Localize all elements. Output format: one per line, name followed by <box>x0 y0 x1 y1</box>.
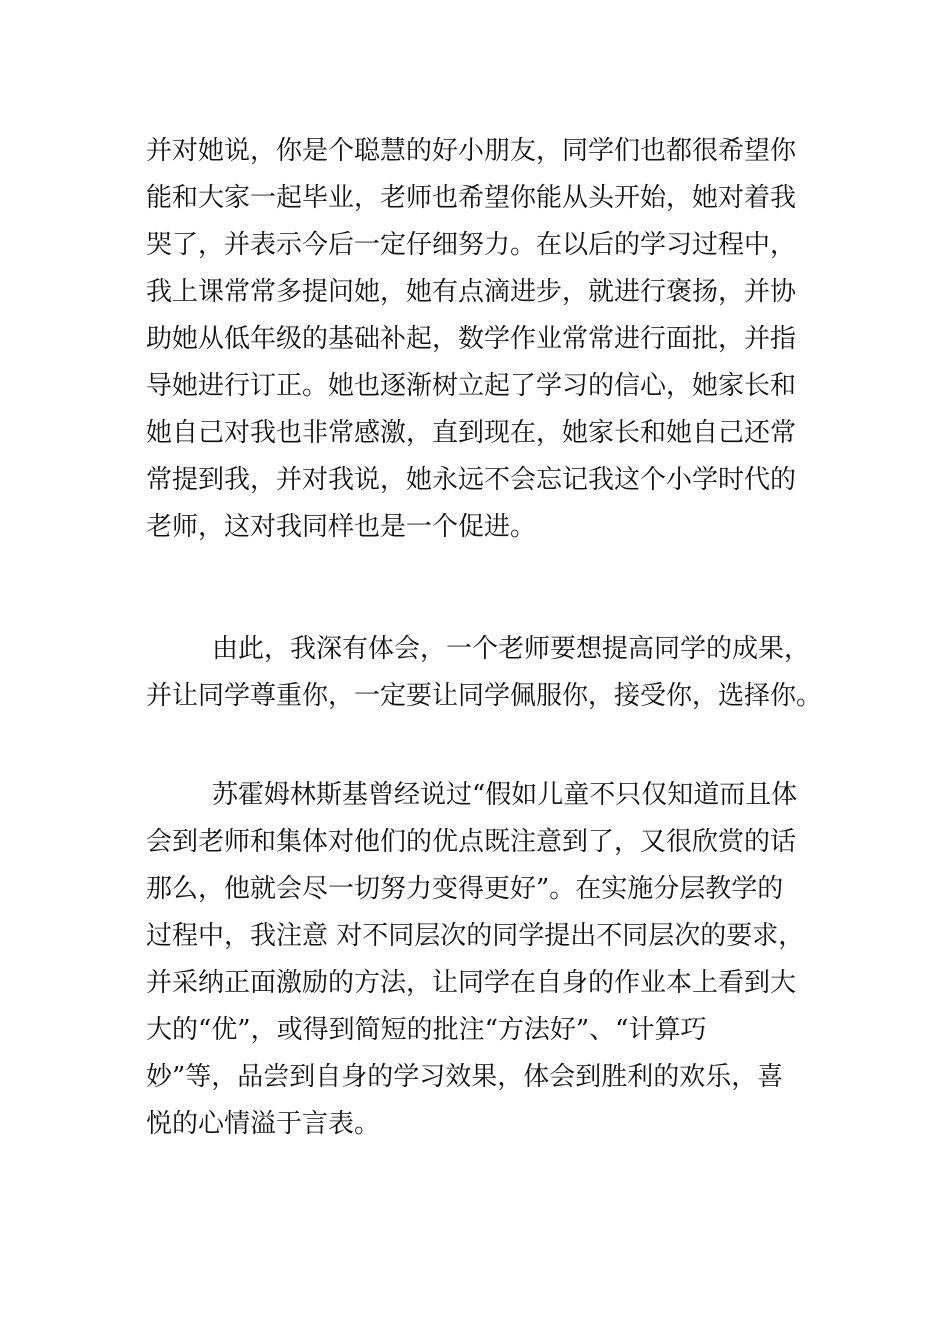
text-line: 导她进行订正。她也逐渐树立起了学习的信心，她家长和 <box>146 371 797 401</box>
text-line: 老师，这对我同样也是一个促进。 <box>146 512 537 542</box>
text-line: 她自己对我也非常感激，直到现在，她家长和她自己还常 <box>146 418 797 448</box>
text-line: 我上课常常多提问她，她有点滴进步，就进行褒扬，并协 <box>146 277 797 307</box>
text-line: 能和大家一起毕业，老师也希望你能从头开始，她对着我 <box>146 183 797 213</box>
paragraph-reflection <box>146 626 823 720</box>
text-line: 苏霍姆林斯基曾经说过“假如儿童不只仅知道而且体 <box>212 780 798 810</box>
text-line: 助她从低年级的基础补起，数学作业常常进行面批，并指 <box>146 324 797 354</box>
text-line: 悦的心情溢于言表。 <box>146 1109 381 1139</box>
paragraph-quote <box>146 772 816 1148</box>
paragraph-continuation <box>146 128 816 551</box>
text-line: 大的“优”，或得到简短的批注“方法好”、“计算巧 <box>146 1015 707 1045</box>
text-line: 并让同学尊重你，一定要让同学佩服你，接受你，选择你。 <box>146 681 823 711</box>
text-line: 并对她说，你是个聪慧的好小朋友，同学们也都很希望你 <box>146 136 797 166</box>
text-line: 过程中，我注意 对不同层次的同学提出不同层次的要求， <box>146 921 805 951</box>
text-line: 哭了，并表示今后一定仔细努力。在以后的学习过程中， <box>146 230 797 260</box>
text-line: 妙”等，品尝到自身的学习效果，体会到胜利的欢乐，喜 <box>146 1062 784 1092</box>
text-line: 并采纳正面激励的方法，让同学在自身的作业本上看到大 <box>146 968 797 998</box>
text-line: 常提到我，并对我说，她永远不会忘记我这个小学时代的 <box>146 465 797 495</box>
text-line: 会到老师和集体对他们的优点既注意到了，又很欣赏的话 <box>146 827 797 857</box>
text-line: 由此，我深有体会，一个老师要想提高同学的成果， <box>212 634 811 664</box>
text-line: 那么，他就会尽一切努力变得更好”。在实施分层教学的 <box>146 874 784 904</box>
